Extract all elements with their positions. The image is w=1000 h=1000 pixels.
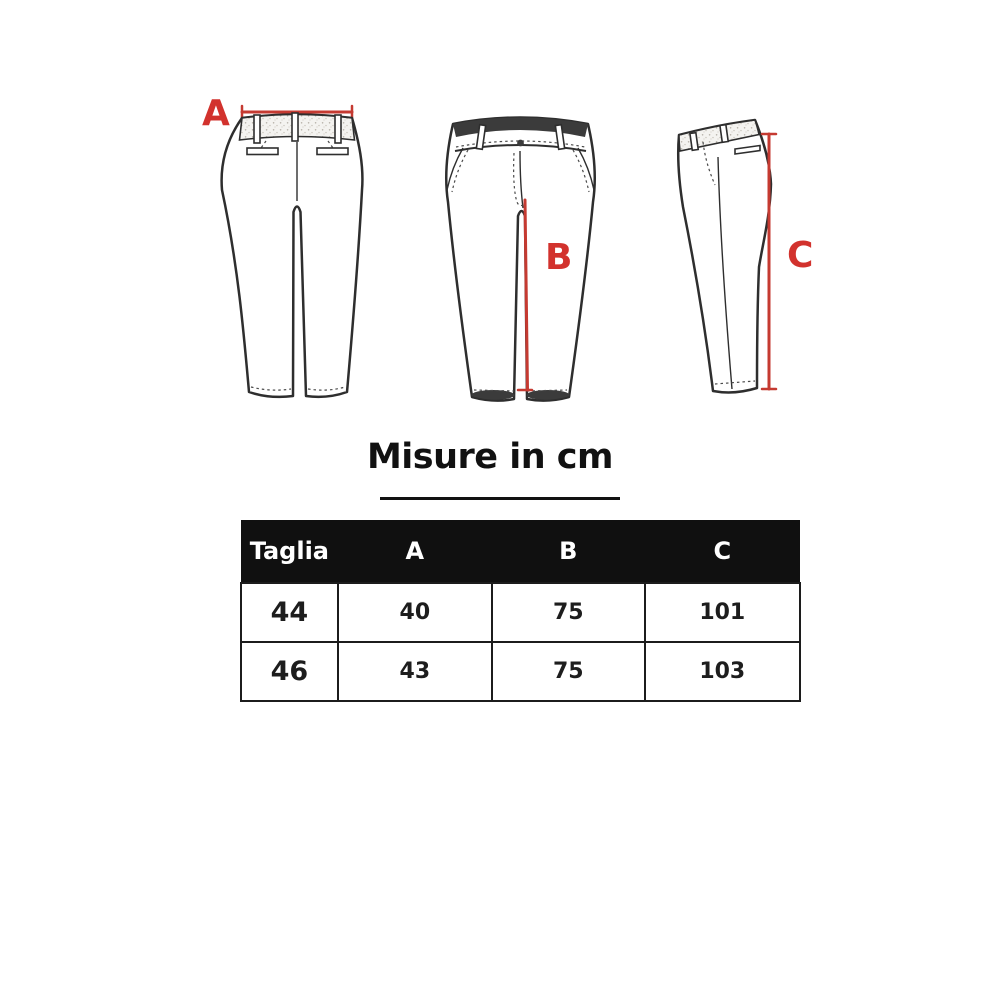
header-taglia: Taglia: [241, 520, 338, 583]
header-b: B: [492, 520, 645, 583]
belt-loop: [335, 115, 341, 143]
back-pocket: [317, 148, 348, 155]
size-row-46: [241, 642, 800, 701]
back-pocket: [247, 148, 278, 155]
size-row-44: [241, 583, 800, 642]
pants-side-view-drawing: [666, 112, 784, 402]
pants-front-view-drawing: [443, 110, 598, 402]
measure-label-c: C: [787, 235, 814, 276]
size-46-c-value: 103: [645, 642, 800, 701]
button: [517, 140, 524, 147]
header-c: C: [645, 520, 800, 583]
size-table-header-row: [241, 520, 800, 583]
measure-label-b: B: [545, 237, 573, 278]
measure-label-a: A: [202, 93, 230, 134]
size-table-container: [240, 520, 801, 702]
size-44-a-value: 40: [338, 583, 492, 642]
belt-loop: [254, 115, 260, 143]
size-44-c-value: 101: [645, 583, 800, 642]
title-underline: [380, 497, 620, 500]
size-44-b-value: 75: [492, 583, 645, 642]
size-46-b-value: 75: [492, 642, 645, 701]
size-table: [240, 520, 801, 702]
belt-loop: [690, 133, 698, 151]
header-a: A: [338, 520, 492, 583]
pants-back-view-drawing: [216, 100, 368, 402]
size-46-a-value: 43: [338, 642, 492, 701]
size-chart-title: Misure in cm: [366, 437, 614, 477]
size-46-label: 46: [241, 642, 338, 701]
belt-loop: [720, 125, 728, 143]
belt-loop: [292, 113, 298, 141]
size-44-label: 44: [241, 583, 338, 642]
